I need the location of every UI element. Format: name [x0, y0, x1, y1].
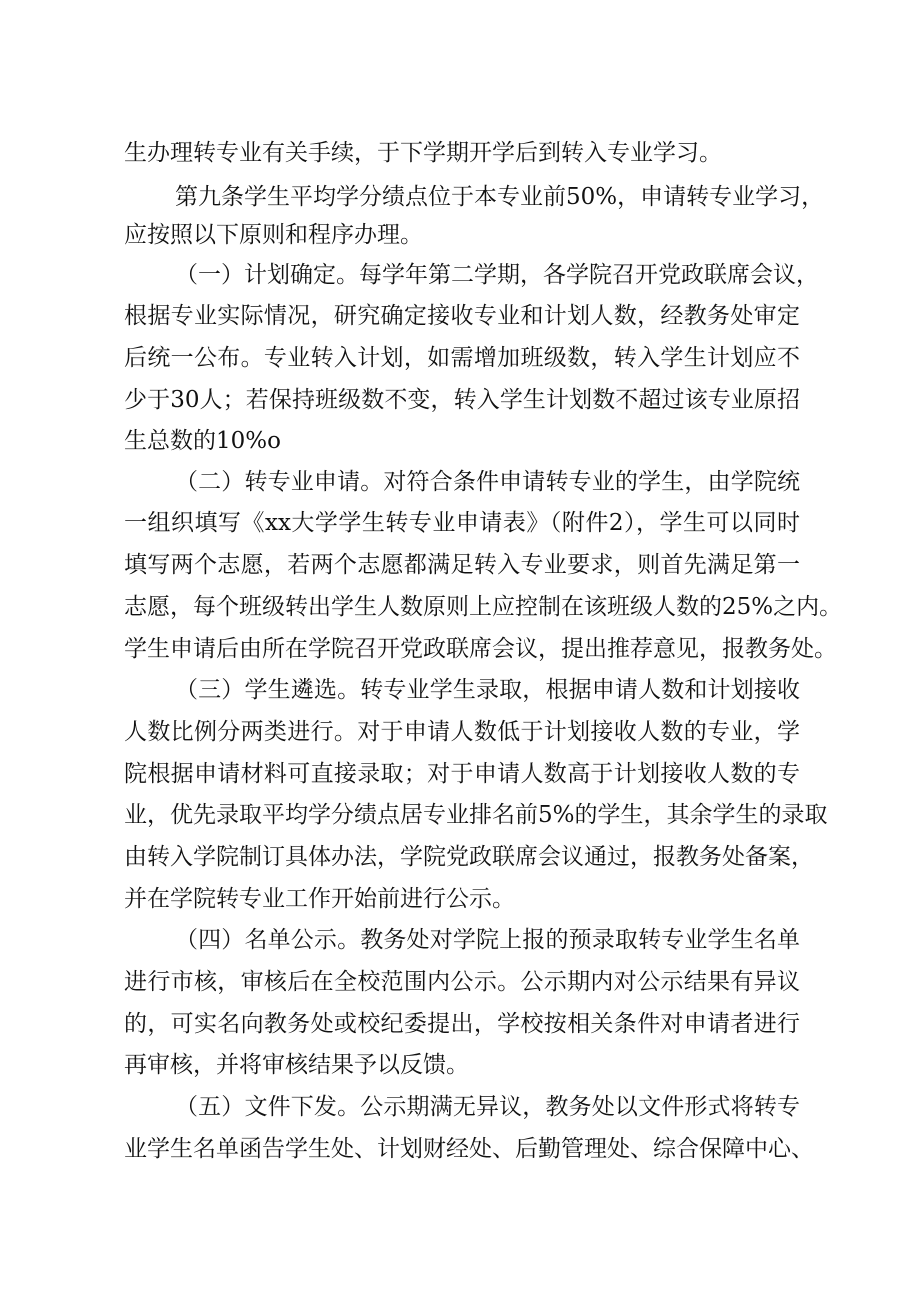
text-line: 生总数的10%o — [124, 428, 281, 454]
text-line: 学生申请后由所在学院召开党政联席会议，提出推荐意见，报教务处。 — [124, 636, 837, 662]
text-line: 的，可实名向教务处或校纪委提出，学校按相关条件对申请者进行 — [124, 1011, 800, 1037]
text-line: 由转入学院制订具体办法，学院党政联席会议通过，报教务处备案， — [124, 844, 814, 870]
text-line: 进行市核，审核后在全校范围内公示。公示期内对公示结果有异议 — [124, 969, 800, 995]
text-line: 应按照以下原则和程序办理。 — [124, 222, 423, 248]
text-line: 再审核，并将审核结果予以反馈。 — [124, 1052, 469, 1078]
text-line: （五）文件下发。公示期满无异议，教务处以文件形式将转专 — [175, 1094, 800, 1120]
text-line: 院根据申请材料可直接录取；对于申请人数高于计划接收人数的专 — [124, 761, 800, 787]
text-line: 一组织填写《xx大学学生转专业申请表》（附件2），学生可以同时 — [124, 510, 800, 536]
text-line: （二）转专业申请。对符合条件申请转专业的学生，由学院统 — [175, 469, 800, 495]
text-line: 填写两个志愿，若两个志愿都满足转入专业要求，则首先满足第一 — [124, 552, 800, 578]
text-line: 并在学院转专业工作开始前进行公示。 — [124, 886, 515, 912]
text-line: 业学生名单函告学生处、计划财经处、后勤管理处、综合保障中心、 — [124, 1136, 814, 1162]
text-line: 业，优先录取平均学分绩点居专业排名前5%的学生，其余学生的录取 — [124, 802, 828, 828]
text-line: （四）名单公示。教务处对学院上报的预录取转专业学生名单 — [175, 927, 800, 953]
text-line: 生办理转专业有关手续，于下学期开学后到转入专业学习。 — [124, 140, 722, 166]
text-line: 第九条学生平均学分绩点位于本专业前50%，申请转专业学习， — [175, 184, 825, 210]
text-line: 志愿，每个班级转出学生人数原则上应控制在该班级人数的25%之内。 — [124, 594, 843, 620]
text-line: 人数比例分两类进行。对于申请人数低于计划接收人数的专业，学 — [124, 719, 800, 745]
text-line: （一）计划确定。每学年第二学期，各学院召开党政联席会议， — [175, 262, 819, 288]
text-line: 少于30人；若保持班级数不变，转入学生计划数不超过该专业原招 — [124, 387, 800, 413]
text-line: 根据专业实际情况，研究确定接收专业和计划人数，经教务处审定 — [124, 303, 800, 329]
text-line: （三）学生遴选。转专业学生录取，根据申请人数和计划接收 — [175, 677, 800, 703]
text-line: 后统一公布。专业转入计划，如需增加班级数，转入学生计划应不 — [124, 345, 800, 371]
